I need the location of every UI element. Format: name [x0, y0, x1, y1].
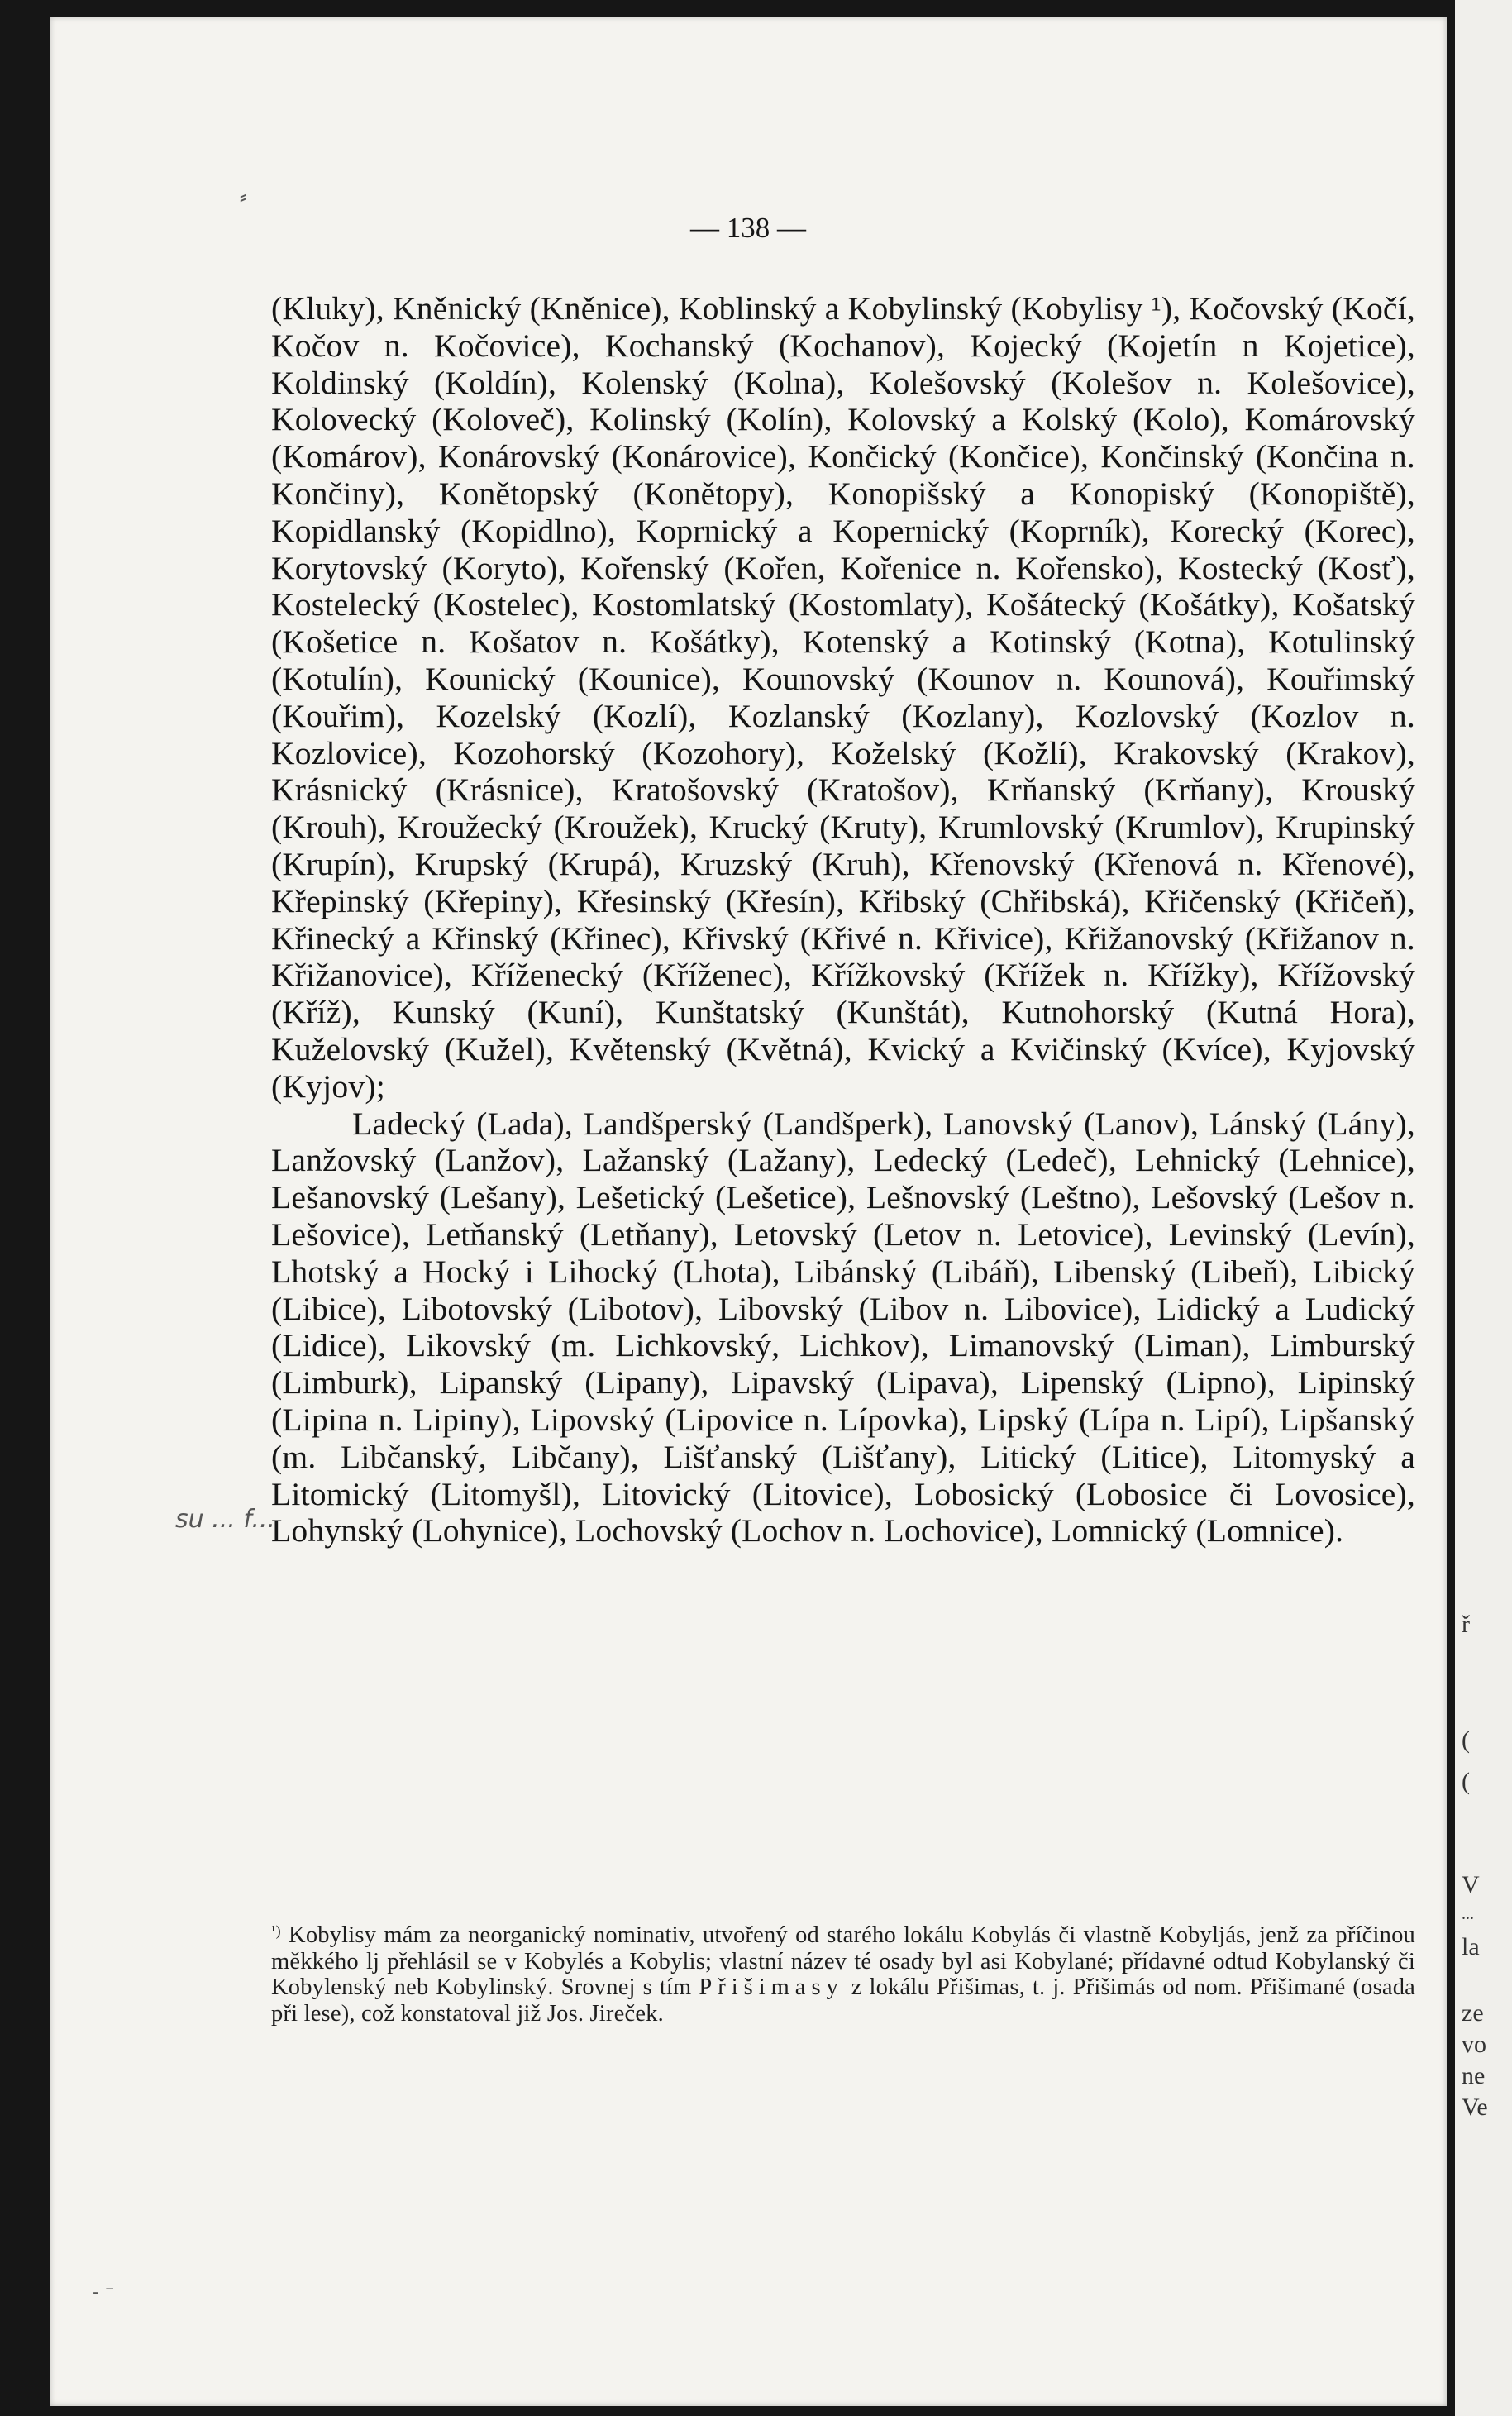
footnote-marker: ¹): [271, 1922, 281, 1939]
paragraph-k: (Kluky), Kněnický (Kněnice), Koblinský a Kobylinský (Kobylisy ¹), Kočovský (Kočí, Kočov n. Kočovice), Kochanský (Kochanov), Kojecký (Kojetín n Kojetice), Koldinský (Koldín), Kolenský (Kolna), Kolešovský (Kolešov n. Kolešovice), Kolovecký (Koloveč), Kolinský (Kolín), Kolovský a Kolský (Kolo), Komárovský (Komárov), Konárovský (Konárovice), Končický (Končice), Končinský (Končina n. Končiny), Konětopský (Konětopy), Konopišský a Konopiský (Konopiště), Kopidlanský (Kopidlno), Koprnický a Kopernický (Koprník), Korecký (Korec), Korytovský (Koryto), Kořenský (Kořen, Kořenice n. Kořensko), Kostecký (Kosť), Kostelecký (Kostelec), Kostomlatský (Kostomlaty), Košátecký (Košátky), Košatský (Košetice n. Košatov n. Košátky), Kotenský a Kotinský (Kotna), Kotulinský (Kotulín), Kounický (Kounice), Kounovský (Kounov n. Kounová), Kouřimský (Kouřim), Kozelský (Kozlí), Kozlanský (Kozlany), Kozlovský (Kozlov n. Kozlovice), Kozohorský (Kozohory), Koželský (Kožlí), Krakovský (Krakov), Krásnický (Krásnice), Kratošovský (Kratošov), Krňanský (Krňany), Krouský (Krouh), Kroužecký (Kroužek), Krucký (Kruty), Krumlovský (Krumlov), Krupinský (Krupín), Krupský (Krupá), Kruzský (Kruh), Křenovský (Křenová n. Křenové), Křepinský (Křepiny), Křesinský (Křesín), Křibský (Chřibská), Křičenský (Křičeň), Křinecký a Křinský (Křinec), Křivský (Křivé n. Křivice), Křižanovský (Křižanov n. Křižanovice), Kříženecký (Kříženec), Křížkovský (Křížek n. Křížky), Křížovský (Kříž), Kunský (Kuní), Kunštatský (Kunštát), Kutnohorský (Kutná Hora), Kuželovský (Kužel), Květenský (Květná), Kvický a Kvičinský (Kvíce), Kyjovský (Kyjov);: [271, 290, 1415, 1105]
handwritten-margin-note: su ... f...: [175, 1505, 275, 1534]
edge-fragment: Ve: [1462, 2094, 1488, 2121]
edge-fragment: ze: [1462, 1999, 1484, 2027]
edge-fragment: ne: [1462, 2062, 1486, 2089]
page-number: — 138 —: [690, 212, 806, 244]
footnote-text-after: z lokálu Přišimas, t. j. Přišimás od nom. Přišimané (osada při lese), což konstatoval již Jos. Jireček.: [271, 1974, 1416, 2027]
bottom-mark: - ⁻: [93, 2282, 115, 2303]
footnote-spaced-word: Přišimasy: [699, 1974, 844, 2000]
edge-fragment: (: [1462, 1768, 1470, 1795]
edge-fragment: vo: [1462, 2031, 1486, 2058]
edge-fragment: ...: [1462, 1905, 1474, 1923]
edge-fragment: ř: [1462, 1611, 1470, 1638]
book-page: [50, 17, 1447, 2406]
paragraph-l: Ladecký (Lada), Landšperský (Landšperk), Lanovský (Lanov), Lánský (Lány), Lanžovský (Lanžov), Lažanský (Lažany), Ledecký (Ledeč), Lehnický (Lehnice), Lešanovský (Lešany), Lešetický (Lešetice), Lešnovský (Leštno), Lešovský (Lešov n. Lešovice), Letňanský (Letňany), Letovský (Letov n. Letovice), Levinský (Levín), Lhotský a Hocký i Lihocký (Lhota), Libánský (Libáň), Libenský (Libeň), Libický (Libice), Libotovský (Libotov), Libovský (Libov n. Libovice), Lidický a Ludický (Lidice), Likovský (m. Lichkovský, Lichkov), Limanovský (Liman), Limburský (Limburk), Lipanský (Lipany), Lipavský (Lipava), Lipenský (Lipno), Lipinský (Lipina n. Lipiny), Lipovský (Lipovice n. Lípovka), Lipský (Lípa n. Lipí), Lipšanský (m. Libčanský, Libčany), Lišťanský (Lišťany), Litický (Litice), Litomyský a Litomický (Litomyšl), Litovický (Litovice), Lobosický (Lobosice či Lovosice), Lohynský (Lohynice), Lochovský (Lochov n. Lochovice), Lomnický (Lomnice).: [271, 1105, 1415, 1549]
edge-fragment: la: [1462, 1933, 1480, 1960]
edge-fragment: V: [1462, 1871, 1480, 1898]
edge-fragment: (: [1462, 1726, 1470, 1754]
adjacent-page-edge: [1455, 0, 1512, 2416]
corner-mark: ⸗: [240, 184, 247, 209]
footnote: [271, 1918, 1415, 2027]
main-text: [271, 290, 1415, 1549]
footnote-text-before: Kobylisy mám za neorganický nominativ, utvořený od starého lokálu Kobylás či vlastně Kobyljás, jenž za příčinou měkkého lj přehlásil se v Kobylés a Kobylis; vlastní název té osady byl asi Kobylané; přídavné odtud Kobylanský či Kobylenský neb Kobylinský. Srovnej s tím: [271, 1922, 1416, 2000]
